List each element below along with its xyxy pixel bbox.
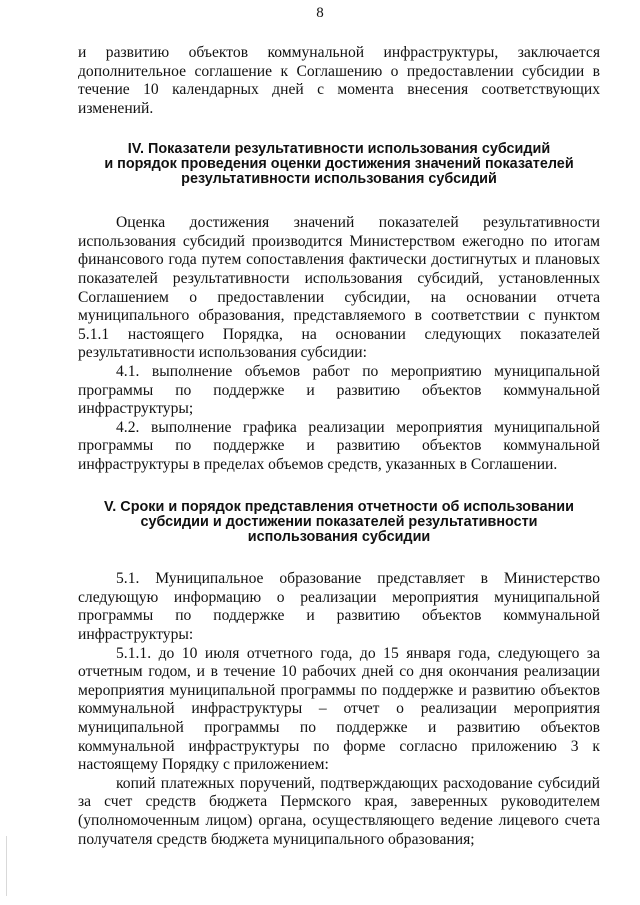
section-4-heading-line: IV. Показатели результативности использования субсидий xyxy=(127,141,551,158)
section-4-heading-line: и порядок проведения оценки достижения значений показателей xyxy=(104,155,574,172)
document-body xyxy=(78,44,600,849)
section-4-heading-line: результативности использования субсидий xyxy=(181,170,497,187)
section-5-heading-line: субсидии и достижении показателей результативности xyxy=(140,514,538,531)
intro-paragraph: и развитию объектов коммунальной инфраструктуры, заключается дополнительное соглашение к Соглашению о предоставлении субсидии в течение 10 календарных дней с момента внесения соответствующих изменений. xyxy=(78,44,600,117)
section-4-heading xyxy=(78,142,600,186)
page-number: 8 xyxy=(316,5,324,21)
paragraph-4-2: 4.2. выполнение графика реализации мероприятия муниципальной программы по поддержке и развитию объектов коммунальной инфраструктуры в пределах объемов средств, указанных в Соглашении. xyxy=(78,418,600,473)
section-5-body xyxy=(78,570,600,849)
paragraph-5-1: 5.1. Муниципальное образование представляет в Министерство следующую информацию о реализации мероприятия муниципальной программы по поддержке и развитию объектов коммунальной инфраструктуры: xyxy=(78,570,600,644)
section-5-heading-line: использования субсидии xyxy=(247,528,431,545)
section-5-heading xyxy=(78,500,600,544)
paragraph-attachments: копий платежных поручений, подтверждающих расходование субсидий за счет средств бюджета Пермского края, заверенных руководителем (уполномоченным лицом) органа, осуществляющего ведение лицевого счета получателя средств бюджета муниципального образования; xyxy=(78,774,600,848)
paragraph-5-1-1: 5.1.1. до 10 июля отчетного года, до 15 января года, следующего за отчетным годом, и в течение 10 рабочих дней со дня окончания реализации мероприятия муниципальной программы по поддержке и развитию объектов коммунальной инфраструктуры – отчет о реализации мероприятия муниципальной программы по поддержке и развитию объектов коммунальной инфраструктуры по форме согласно приложению 3 к настоящему Порядку с приложением: xyxy=(78,644,600,774)
section-5-heading-line: V. Сроки и порядок представления отчетности об использовании xyxy=(104,499,574,516)
paragraph: Оценка достижения значений показателей результативности использования субсидий производится Министерством ежегодно по итогам финансового года путем сопоставления фактически достигнутых и плановых показателей результативности использования субсидий, установленных Соглашением о предоставлении субсидии, на основании отчета муниципального образования, представляемого в соответствии с пунктом 5.1.1 настоящего Порядка, на основании следующих показателей результативности использования субсидии: xyxy=(78,214,600,362)
scan-margin-line xyxy=(6,836,7,896)
paragraph-4-1: 4.1. выполнение объемов работ по мероприятию муниципальной программы по поддержке и развитию объектов коммунальной инфраструктуры; xyxy=(78,362,600,418)
section-4-body xyxy=(78,214,600,474)
